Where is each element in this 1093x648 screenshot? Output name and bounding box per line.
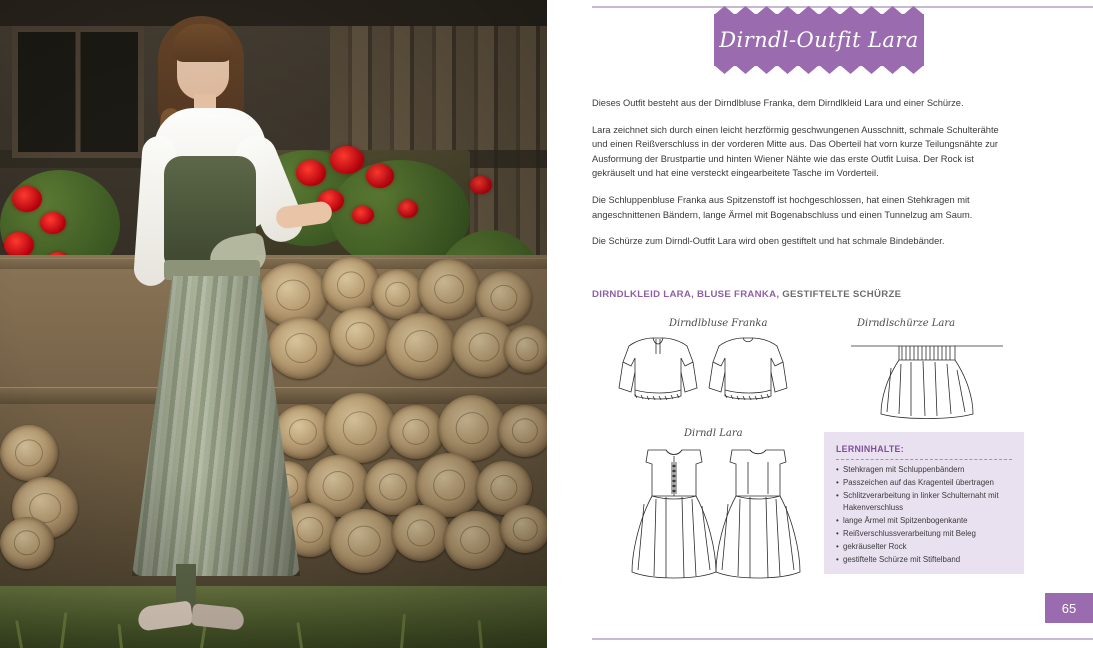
- paragraph: Lara zeichnet sich durch einen leicht herzförmig geschwungenen Ausschnitt, schmale Schulterähte und einen Reißverschluss in der vorderen Mitte aus. Das Oberteil hat vorn kurze Teilungsnähte zur Ausformung der Brustpartie und hinten Wiener Nähte wie das erste Outfit Luisa. Der Rock ist gekräuselt und hat eine versteckt eingearbeitete Tasche im Vorderteil.: [592, 124, 999, 179]
- bottom-rule: [592, 638, 1093, 640]
- learning-content-box: [824, 432, 1024, 574]
- learning-box-divider: [836, 459, 1012, 460]
- log: [330, 509, 398, 573]
- page-title: Dirndl-Outfit Lara: [719, 28, 919, 52]
- paragraph: Die Schluppenbluse Franka aus Spitzenstoff ist hochgeschlossen, hat einen Stehkragen mit angeschnittenen Bändern, lange Ärmel mit Bogenabschluss und einen Tunnelzug am Saum.: [592, 194, 973, 220]
- geranium-bloom: [330, 146, 364, 174]
- top-rule: [592, 6, 1093, 8]
- section-heading-grey: GESTIFTELTE SCHÜRZE: [779, 289, 902, 300]
- figure-label-apron: Dirndlschürze Lara: [857, 318, 956, 329]
- body-copy: [592, 96, 1012, 261]
- log: [330, 307, 390, 365]
- log: [324, 393, 396, 463]
- list-item: • gestiftelte Schürze mit Stiftelband: [836, 554, 1016, 566]
- page-number: 65: [1061, 600, 1077, 616]
- list-item: • gekräuselter Rock: [836, 541, 1016, 553]
- log: [0, 517, 54, 569]
- geranium-bloom: [366, 164, 394, 188]
- paragraph: Dieses Outfit besteht aus der Dirndlbluse Franka, dem Dirndlkleid Lara und einer Schürze.: [592, 98, 964, 108]
- page-number-tab: [1045, 593, 1093, 623]
- figure-dress: [622, 444, 812, 586]
- learning-list: [836, 464, 1016, 567]
- hair-front: [172, 24, 234, 62]
- list-item: • Reißverschlussverarbeitung mit Beleg: [836, 528, 1016, 540]
- log: [500, 505, 547, 553]
- shoe-right: [191, 603, 245, 630]
- log: [386, 313, 456, 379]
- grass-blade: [478, 620, 483, 648]
- figure-blouse: [607, 332, 797, 412]
- skirt-shading: [132, 276, 300, 576]
- shoe-left: [137, 600, 194, 631]
- banner-zigzag-bottom: [714, 65, 924, 74]
- paragraph: Die Schürze zum Dirndl-Outfit Lara wird oben gestiftelt und hat schmale Bindebänder.: [592, 236, 945, 247]
- log: [418, 259, 480, 319]
- geranium-bloom: [470, 176, 492, 194]
- section-heading-accent: DIRNDLKLEID LARA, BLUSE FRANKA,: [592, 289, 780, 300]
- list-item: • Schlitzverarbeitung in linker Schulternaht mit Hakenverschluss: [836, 490, 1016, 513]
- log: [392, 505, 450, 561]
- figure-label-dress: Dirndl Lara: [684, 428, 743, 439]
- log: [322, 257, 380, 313]
- geranium-bloom: [352, 206, 374, 224]
- text-page: [547, 0, 1093, 648]
- log: [498, 405, 547, 457]
- geranium-bloom: [398, 200, 418, 218]
- figure-apron: [847, 334, 1007, 424]
- section-heading: [592, 289, 901, 300]
- log: [0, 425, 58, 481]
- list-item: • Stehkragen mit Schluppenbändern: [836, 464, 1016, 476]
- grass-blade: [15, 620, 23, 648]
- log: [388, 405, 444, 459]
- learning-box-title: LERNINHALTE:: [836, 444, 904, 454]
- log: [438, 395, 506, 461]
- log: [504, 325, 547, 373]
- log: [372, 269, 424, 319]
- log: [444, 511, 506, 569]
- geranium-bloom: [40, 212, 66, 234]
- list-item: • lange Ärmel mit Spitzenbogenkante: [836, 515, 1016, 527]
- grass-blade: [400, 614, 406, 648]
- model-figure: [80, 8, 330, 648]
- geranium-bloom: [12, 186, 42, 212]
- figure-label-blouse: Dirndlbluse Franka: [669, 318, 768, 329]
- list-item: • Passzeichen auf das Kragenteil übertragen: [836, 477, 1016, 489]
- title-banner: [714, 14, 924, 66]
- grass-blade: [60, 612, 67, 648]
